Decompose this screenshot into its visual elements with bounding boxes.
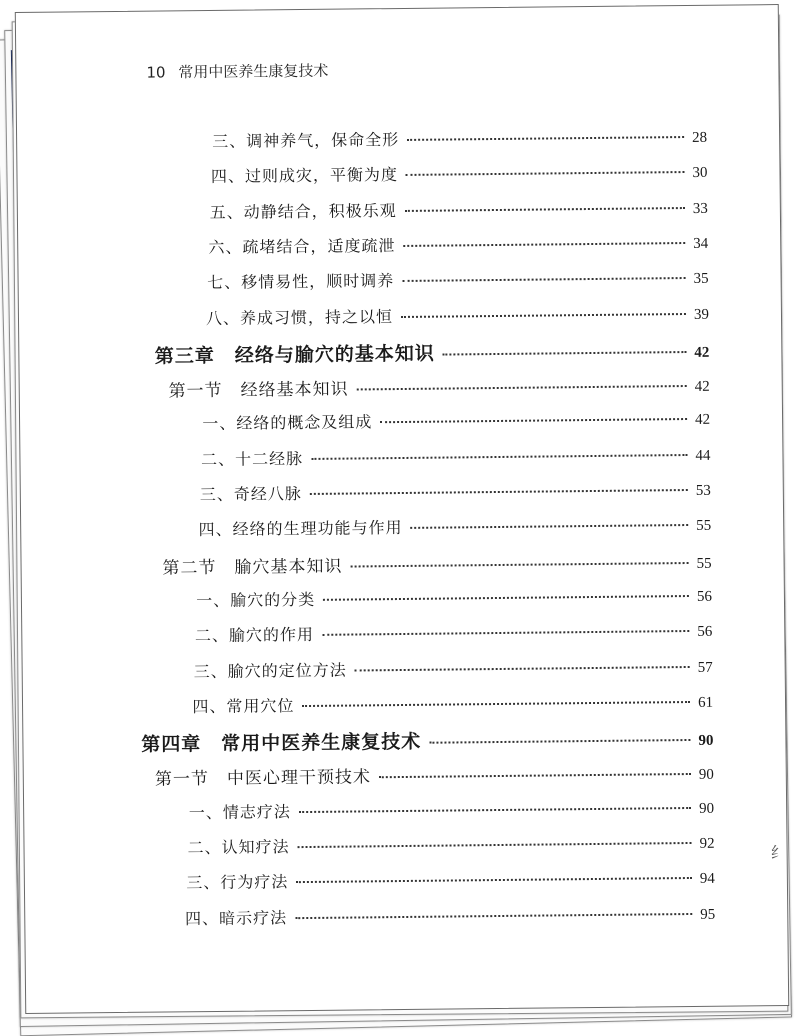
toc-title: 二、腧穴的作用 bbox=[194, 625, 315, 646]
toc-page-number: 39 bbox=[693, 306, 710, 323]
toc-item bbox=[198, 512, 711, 540]
toc-title: 第一节 经络基本知识 bbox=[168, 379, 349, 402]
toc-title: 四、过则成灾，平衡为度 bbox=[210, 165, 399, 187]
toc-page-number: 44 bbox=[695, 447, 711, 464]
toc-item bbox=[187, 830, 714, 859]
dot-leader bbox=[443, 351, 687, 356]
header-page-number: 10 bbox=[146, 63, 166, 82]
dot-leader bbox=[380, 418, 687, 423]
toc-item bbox=[194, 653, 713, 681]
dot-leader bbox=[406, 171, 685, 176]
toc-item bbox=[200, 477, 711, 505]
toc-page-number: 90 bbox=[698, 732, 714, 750]
toc-page bbox=[15, 4, 789, 1014]
toc-item bbox=[186, 865, 715, 894]
toc-page-number: 35 bbox=[693, 270, 709, 288]
toc-title: 二、认知疗法 bbox=[187, 837, 290, 858]
toc-page-number: 34 bbox=[693, 235, 709, 252]
toc-item bbox=[201, 441, 711, 469]
toc-title: 第四章 常用中医养生康复技术 bbox=[141, 730, 422, 756]
dot-leader bbox=[295, 913, 692, 919]
dot-leader bbox=[401, 313, 686, 318]
dot-leader bbox=[411, 524, 689, 529]
toc-title: 四、暗示疗法 bbox=[184, 907, 288, 928]
toc-title: 四、常用穴位 bbox=[192, 695, 295, 717]
toc-title: 二、十二经脉 bbox=[200, 448, 304, 469]
toc-page-number: 42 bbox=[694, 344, 710, 361]
dot-leader bbox=[405, 207, 685, 212]
toc-page-number: 90 bbox=[699, 800, 715, 817]
toc-title: 第三章 经络与腧穴的基本知识 bbox=[154, 342, 435, 368]
dot-leader bbox=[296, 877, 692, 883]
dot-leader bbox=[355, 665, 690, 671]
header-book-title: 常用中医养生康复技术 bbox=[178, 61, 329, 82]
dot-leader bbox=[299, 807, 691, 813]
toc-title: 六、疏堵结合，适度疏泄 bbox=[208, 235, 396, 257]
toc-title: 第一节 中医心理干预技术 bbox=[154, 767, 372, 790]
toc-item bbox=[196, 583, 712, 611]
dot-leader bbox=[322, 630, 689, 636]
toc-title: 三、行为疗法 bbox=[186, 872, 289, 893]
toc-title: 四、经络的生理功能与作用 bbox=[198, 518, 403, 540]
toc-title: 三、调神养气，保命全形 bbox=[212, 130, 400, 151]
toc-page-number: 55 bbox=[696, 518, 712, 535]
toc-page-number: 61 bbox=[697, 694, 714, 711]
toc-section bbox=[162, 547, 711, 578]
dot-leader bbox=[350, 562, 688, 568]
toc-page-number: 42 bbox=[694, 412, 711, 429]
running-header bbox=[146, 60, 328, 83]
toc-section bbox=[168, 371, 709, 402]
toc-page-number: 33 bbox=[692, 200, 708, 217]
toc-page-number: 42 bbox=[694, 378, 710, 396]
toc-title: 三、腧穴的定位方法 bbox=[193, 660, 347, 681]
dot-leader bbox=[298, 842, 692, 848]
toc-page-number: 95 bbox=[700, 906, 716, 923]
toc-item bbox=[202, 406, 710, 434]
toc-title: 一、情志疗法 bbox=[188, 801, 291, 822]
dot-leader bbox=[311, 454, 687, 460]
toc-title: 七、移情易性，顺时调养 bbox=[207, 271, 395, 293]
toc-title: 一、腧穴的分类 bbox=[196, 589, 316, 611]
toc-title: 五、动静结合，积极乐观 bbox=[209, 200, 397, 222]
toc-item bbox=[192, 689, 713, 717]
dot-leader bbox=[357, 385, 687, 390]
toc-item bbox=[185, 900, 715, 929]
dot-leader bbox=[403, 242, 685, 247]
toc-page-number: 30 bbox=[692, 165, 708, 182]
toc-page-number: 56 bbox=[697, 623, 713, 641]
toc-item bbox=[208, 230, 708, 258]
toc-item bbox=[211, 159, 708, 187]
toc-title: 八、养成习惯，持之以恒 bbox=[205, 306, 394, 328]
dot-leader bbox=[310, 489, 688, 495]
toc-item bbox=[206, 300, 709, 328]
toc-title: 三、奇经八脉 bbox=[199, 484, 302, 505]
toc-page-number: 28 bbox=[692, 129, 708, 146]
toc-page-number: 90 bbox=[698, 767, 714, 784]
dot-leader bbox=[407, 136, 684, 141]
toc-title: 第二节 腧穴基本知识 bbox=[162, 556, 343, 579]
toc-item bbox=[207, 265, 709, 293]
toc-page-number: 55 bbox=[696, 555, 712, 572]
toc-item bbox=[212, 124, 707, 152]
toc-chapter bbox=[141, 724, 713, 757]
toc-section bbox=[155, 759, 714, 790]
toc-page-number: 53 bbox=[695, 482, 711, 499]
toc-item bbox=[189, 794, 715, 823]
toc-chapter bbox=[155, 336, 710, 369]
dot-leader bbox=[323, 595, 689, 601]
dot-leader bbox=[379, 773, 691, 778]
toc-page-number: 56 bbox=[696, 588, 713, 605]
toc-page-number: 57 bbox=[697, 659, 713, 676]
dot-leader bbox=[402, 277, 685, 282]
dot-leader bbox=[302, 701, 690, 707]
toc-item bbox=[210, 194, 708, 222]
toc-page-number: 94 bbox=[699, 871, 715, 888]
dot-leader bbox=[429, 739, 690, 744]
toc-item bbox=[195, 618, 713, 646]
next-page-edge-text: 纟 bbox=[770, 842, 787, 863]
toc-page-number: 92 bbox=[699, 835, 715, 852]
toc-title: 一、经络的概念及组成 bbox=[202, 412, 373, 434]
